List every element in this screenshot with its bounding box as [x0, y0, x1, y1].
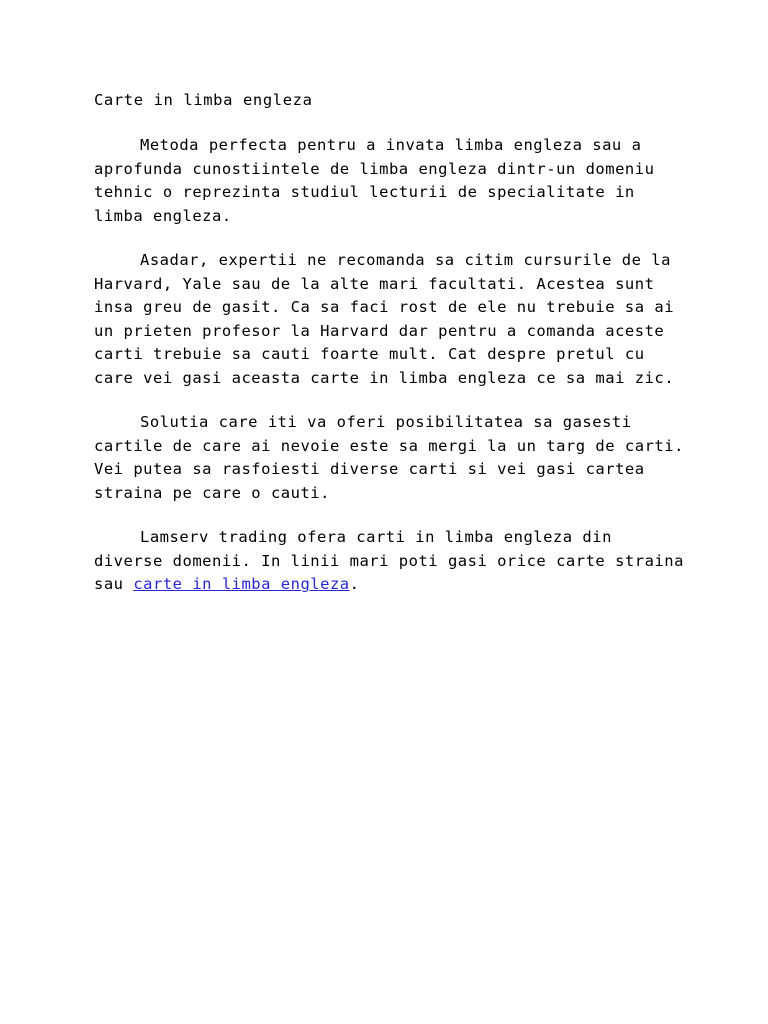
paragraph-4 [94, 526, 694, 597]
carte-in-limba-engleza-link[interactable]: carte in limba engleza [133, 575, 350, 593]
paragraph-4-text-after-link: . [349, 575, 360, 593]
paragraph-3: Solutia care iti va oferi posibilitatea sa gasesti cartile de care ai nevoie este sa mergi la un targ de carti. Vei putea sa rasfoiesti diverse carti si vei gasi cartea straina pe care o cauti. [94, 413, 694, 502]
document-body [94, 88, 694, 597]
paragraph-1: Metoda perfecta pentru a invata limba engleza sau a aprofunda cunostiintele de limba engleza dintr-un domeniu tehnic o reprezinta studiul lecturii de specialitate in limba engleza. [94, 136, 665, 225]
paragraph-4-text-before-link: Lamserv trading ofera carti in limba engleza din diverse domenii. In linii mari poti gasi orice carte straina sau [94, 528, 694, 593]
document-title: Carte in limba engleza [94, 91, 313, 109]
paragraph-2: Asadar, expertii ne recomanda sa citim cursurile de la Harvard, Yale sau de la alte mari facultati. Acestea sunt insa greu de gasit. Ca sa faci rost de ele nu trebuie sa ai un prieten profesor la Harvard dar pentru a comanda aceste carti trebuie sa cauti foarte mult. Cat despre pretul cu care vei gasi aceasta carte in limba engleza ce sa mai zic. [94, 251, 684, 387]
